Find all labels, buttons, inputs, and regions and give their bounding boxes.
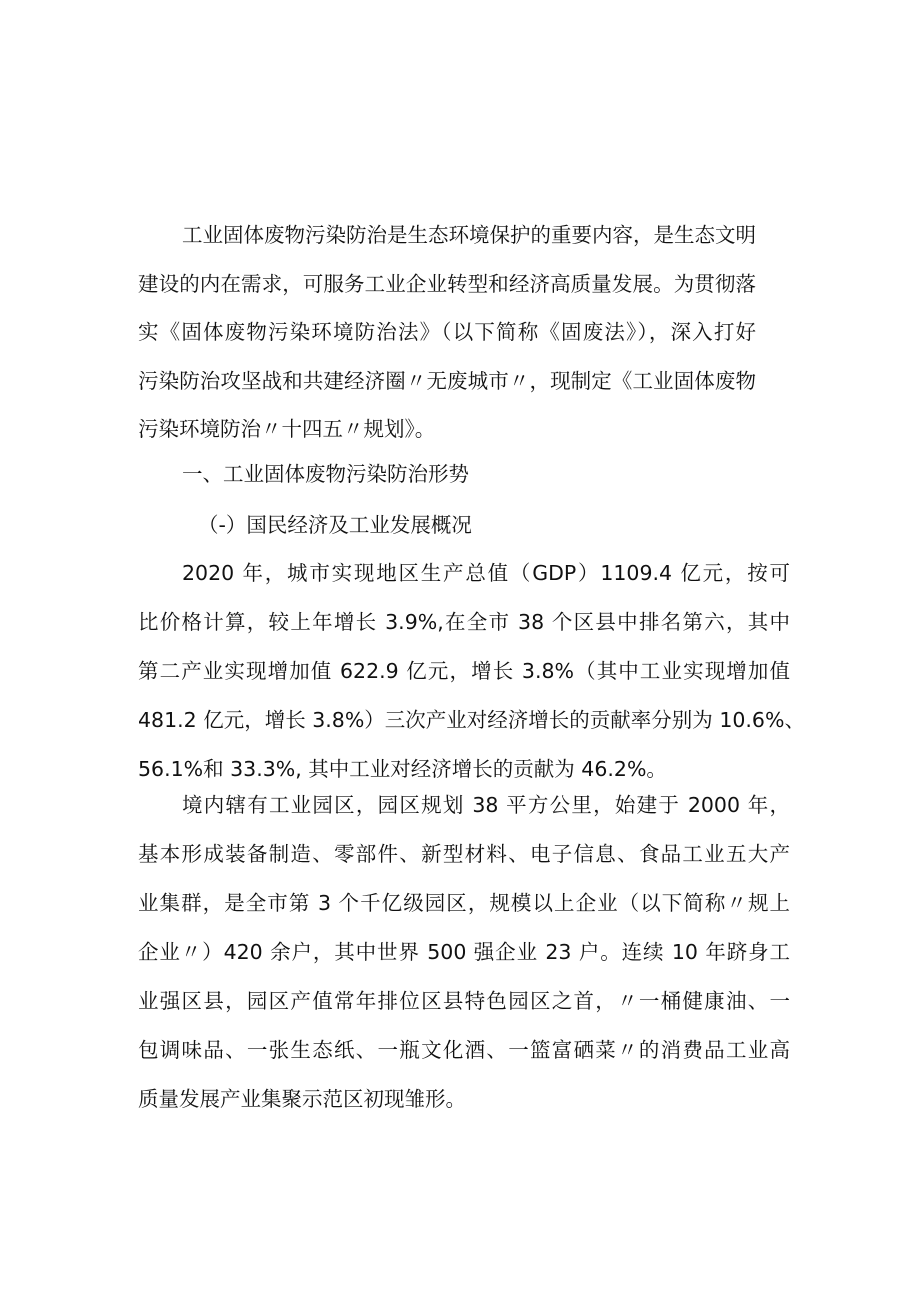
park-line: 业强区县，园区产值常年排位区县特色园区之首，〃一桶健康油、一 bbox=[138, 989, 790, 1013]
park-line: 境内辖有工业园区，园区规划 38 平方公里，始建于 2000 年， bbox=[182, 793, 790, 817]
park-line: 质量发展产业集聚示范区初现雏形。 bbox=[138, 1087, 466, 1111]
park-line: 企业〃）420 余户，其中世界 500 强企业 23 户。连续 10 年跻身工 bbox=[138, 940, 790, 964]
section-heading-1 bbox=[138, 456, 790, 492]
intro-line: 建设的内在需求，可服务工业企业转型和经济高质量发展。为贯彻落 bbox=[138, 271, 756, 296]
park-line: 基本形成装备制造、零部件、新型材料、电子信息、食品工业五大产 bbox=[138, 842, 790, 866]
intro-line: 污染防治攻坚战和共建经济圈〃无废城市〃，现制定《工业固体废物 bbox=[138, 368, 756, 393]
economy-line: 481.2 亿元，增长 3.8%）三次产业对经济增长的贡献率分别为 10.6%、 bbox=[138, 708, 805, 732]
section-heading-2 bbox=[138, 507, 790, 543]
section-heading-2-text: （-）国民经济及工业发展概况 bbox=[198, 513, 472, 537]
economy-line: 第二产业实现增加值 622.9 亿元，增长 3.8%（其中工业实现增加值 bbox=[138, 659, 790, 683]
intro-line: 实《固体废物污染环境防治法》（以下简称《固废法》），深入打好 bbox=[138, 320, 756, 344]
park-line: 业集群，是全市第 3 个千亿级园区，规模以上企业（以下简称〃规上 bbox=[138, 891, 790, 915]
park-line: 包调味品、一张生态纸、一瓶文化酒、一篮富硒菜〃的消费品工业高 bbox=[138, 1038, 790, 1062]
intro-line: 工业固体废物污染防治是生态环境保护的重要内容，是生态文明 bbox=[182, 223, 756, 247]
economy-line: 2020 年，城市实现地区生产总值（GDP）1109.4 亿元，按可 bbox=[182, 561, 790, 585]
economy-line: 56.1%和 33.3%, 其中工业对经济增长的贡献为 46.2%。 bbox=[138, 757, 667, 781]
economy-paragraph bbox=[138, 549, 805, 794]
economy-line: 比价格计算，较上年增长 3.9%,在全市 38 个区县中排名第六，其中 bbox=[138, 610, 790, 634]
industrial-park-paragraph bbox=[138, 781, 790, 1124]
intro-line: 污染环境防治〃十四五〃规划》。 bbox=[138, 417, 436, 441]
intro-paragraph bbox=[138, 211, 756, 454]
section-heading-1-text: 一、工业固体废物污染防治形势 bbox=[182, 462, 469, 486]
